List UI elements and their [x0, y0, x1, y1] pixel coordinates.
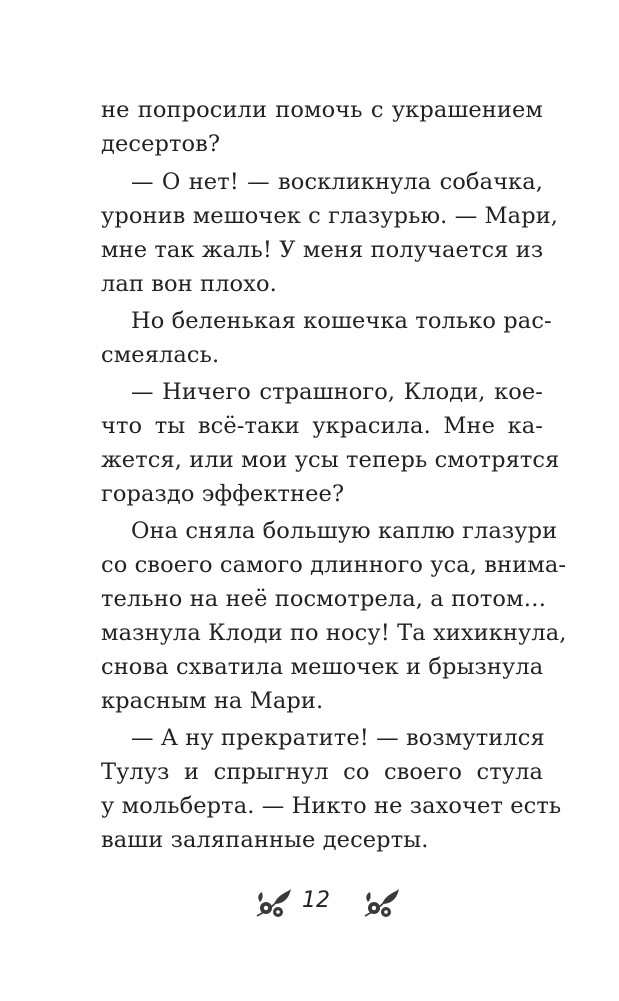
text-line: Но беленькая кошечка только рас- — [131, 308, 552, 334]
text-line: Она сняла большую каплю глазури — [131, 518, 558, 544]
text-line: ваши заляпанные десерты. — [101, 827, 429, 853]
text-line: не попросили помочь с украшением — [101, 97, 543, 123]
text-line: смеялась. — [101, 342, 220, 368]
text-line: мне так жаль! У меня получается из — [101, 237, 544, 263]
text-line: — Ничего страшного, Клоди, кое- — [131, 379, 543, 405]
text-line: мазнула Клоди по носу! Та хихикнула, — [101, 620, 567, 646]
text-line: красным на Мари. — [101, 688, 324, 714]
text-line: жется, или мои усы теперь смотрятся — [101, 447, 560, 473]
text-line: десертов? — [101, 131, 221, 157]
text-line: у мольберта. — Никто не захочет есть — [101, 793, 562, 819]
page-footer — [0, 884, 619, 924]
text-line: Тулуз и спрыгнул со своего стула — [101, 759, 543, 785]
text-line: снова схватила мешочек и брызнула — [101, 654, 544, 680]
text-line: гораздо эффектнее? — [101, 481, 345, 507]
text-line: — А ну прекратите! — возмутился — [131, 725, 545, 751]
text-line: — О нет! — воскликнула собачка, — [131, 169, 543, 195]
text-line: уронив мешочек с глазурью. — Мари, — [101, 203, 559, 229]
text-line: что ты всё-таки украсила. Мне ка- — [101, 413, 543, 439]
text-line: тельно на неё посмотрела, а потом… — [101, 586, 547, 612]
flower-ornament-icon — [362, 886, 402, 920]
text-line: лап вон плохо. — [101, 271, 277, 297]
flower-ornament-icon — [254, 886, 294, 920]
text-line: со своего самого длинного уса, внима- — [101, 552, 567, 578]
page-number: 12 — [302, 888, 330, 913]
